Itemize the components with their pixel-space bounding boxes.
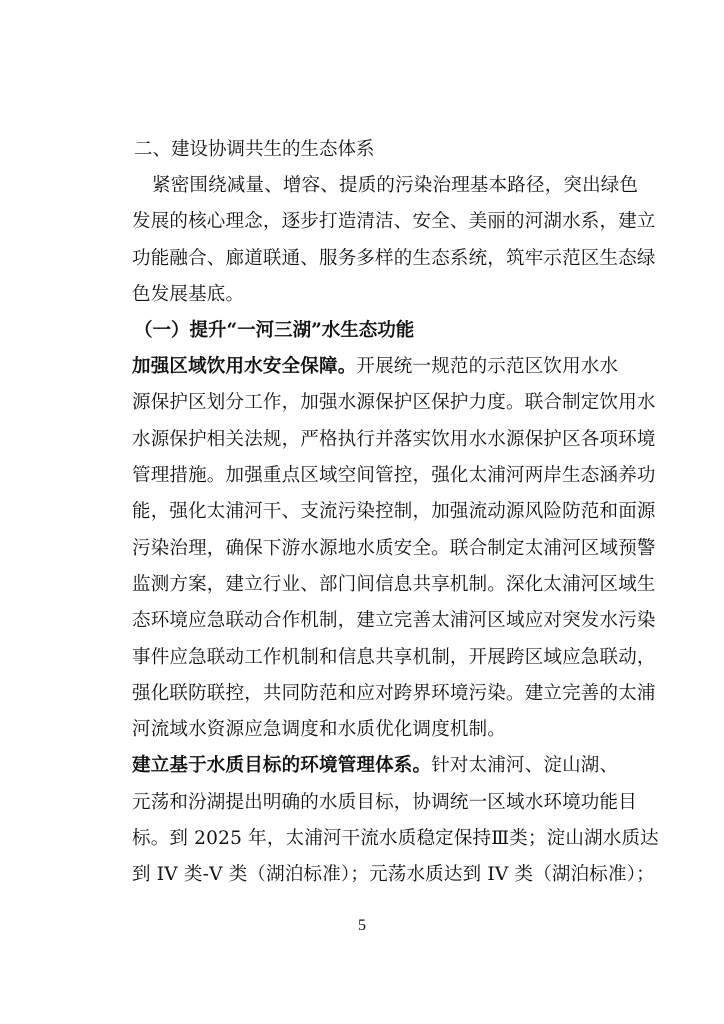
para1-line-2: 源保护区划分工作，加强水源保护区保护力度。联合制定饮用水 — [132, 392, 656, 414]
para1-line-5: 能，强化太浦河干、支流污染控制，加强流动源风险防范和面源 — [132, 501, 656, 523]
subsection-heading: （一）提升“一河三湖”水生态功能 — [134, 320, 415, 342]
para1-line-7: 监测方案，建立行业、部门间信息共享机制。深化太浦河区域生 — [132, 573, 656, 595]
para1-first-line-rest: 开展统一规范的示范区饮用水水 — [356, 356, 619, 378]
paragraph-drinking-water — [132, 349, 656, 748]
page-number: 5 — [358, 917, 366, 934]
document-body — [132, 132, 659, 894]
para1-line-4: 管理措施。加强重点区域空间管控，强化太浦河两岸生态涵养功 — [132, 465, 656, 487]
para1-line-10: 强化联防联控，共同防范和应对跨界环境污染。建立完善的太浦 — [132, 682, 656, 704]
para1-line-6: 污染治理，确保下游水源地水质安全。联合制定太浦河区域预警 — [132, 537, 656, 559]
intro-paragraph — [132, 168, 656, 313]
para1-line-3: 水源保护相关法规，严格执行并落实饮用水水源保护区各项环境 — [132, 428, 656, 450]
para2-line-1 — [132, 748, 619, 784]
para2-line-4: 到 IV 类-V 类（湖泊标准）；元荡水质达到 IV 类（湖泊标准）； — [132, 864, 655, 886]
para1-line-9: 事件应急联动工作机制和信息共享机制，开展跨区域应急联动， — [132, 646, 656, 668]
intro-line-3: 功能融合、廊道联通、服务多样的生态系统，筑牢示范区生态绿 — [132, 247, 656, 269]
para1-line-11: 河流域水资源应急调度和水质优化调度机制。 — [132, 719, 507, 741]
para2-lead: 建立基于水质目标的环境管理体系。 — [132, 755, 432, 777]
section-heading: 二、建设协调共生的生态体系 — [134, 139, 375, 160]
para2-line-3: 标。到 2025 年，太浦河干流水质稳定保持Ⅲ类；淀山湖水质达 — [132, 828, 659, 850]
para2-line-2: 元荡和汾湖提出明确的水质目标，协调统一区域水环境功能目 — [132, 791, 637, 813]
para1-line-1 — [132, 349, 619, 385]
intro-line-2: 发展的核心理念，逐步打造清洁、安全、美丽的河湖水系，建立 — [132, 211, 656, 233]
para2-first-line-rest: 针对太浦河、淀山湖、 — [431, 755, 619, 777]
paragraph-water-quality — [132, 748, 659, 893]
para1-lead: 加强区域饮用水安全保障。 — [132, 356, 357, 378]
intro-line-1: 紧密围绕减量、增容、提质的污染治理基本路径，突出绿色 — [152, 175, 639, 196]
intro-line-4: 色发展基底。 — [132, 283, 245, 305]
para1-line-8: 态环境应急联动合作机制，建立完善太浦河区域应对突发水污染 — [132, 610, 656, 632]
